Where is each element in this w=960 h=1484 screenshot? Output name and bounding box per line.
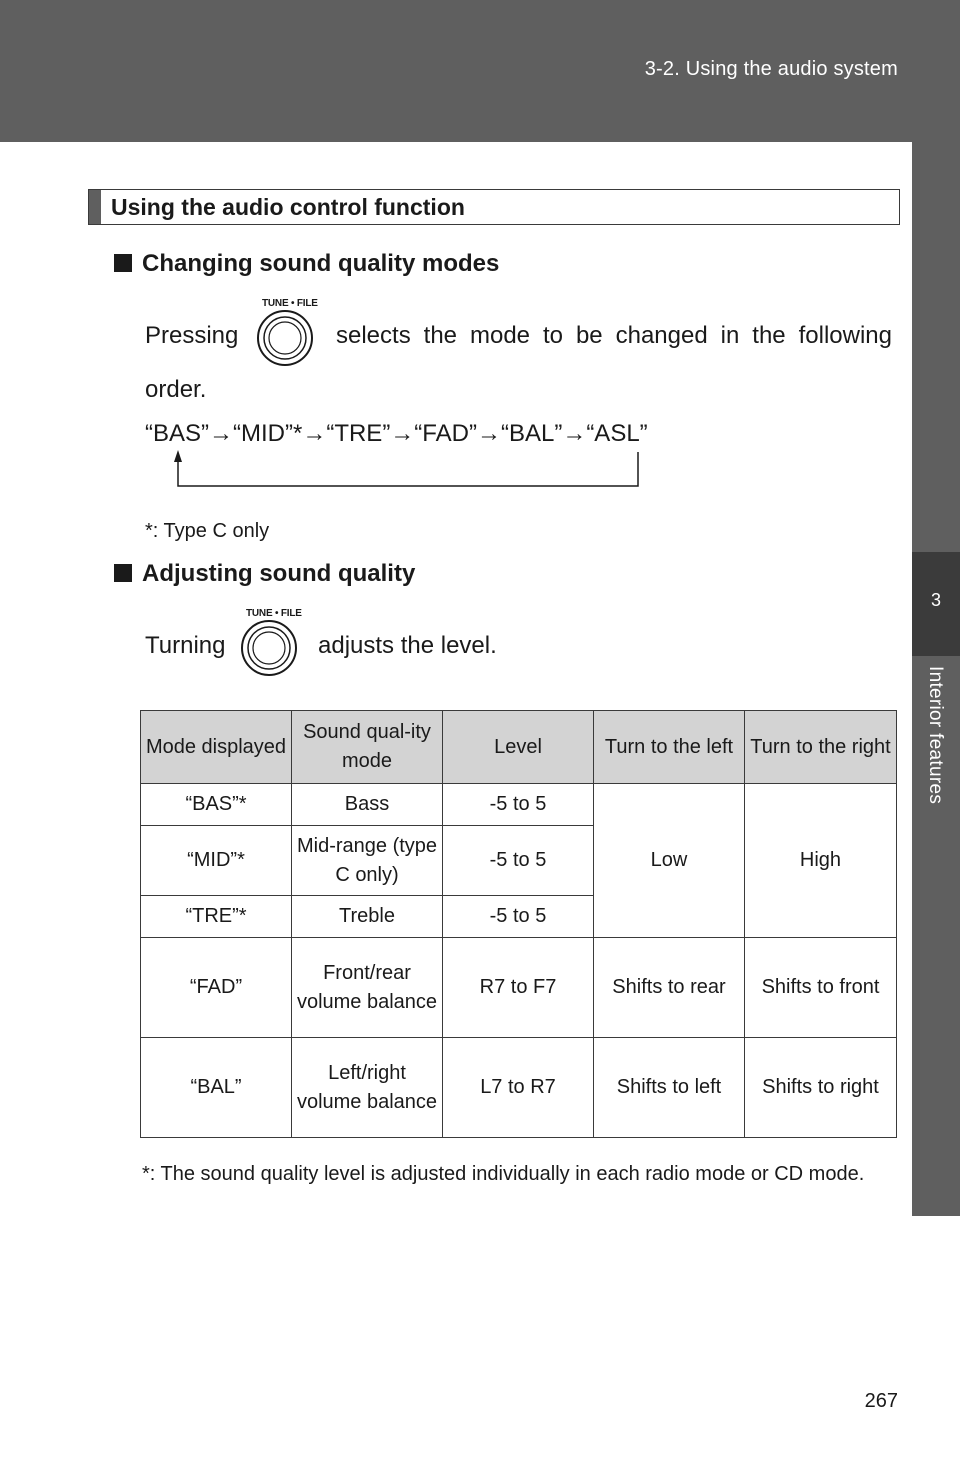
cell-level: -5 to 5 (443, 826, 594, 896)
table-row (141, 1038, 897, 1138)
header-title: 3-2. Using the audio system (644, 58, 898, 80)
cell-level: -5 to 5 (443, 784, 594, 826)
square-bullet-icon (114, 564, 132, 582)
chapter-label: Interior features (925, 666, 946, 805)
footnote: *: The sound quality level is adjusted individually in each radio mode or CD mode. (142, 1163, 865, 1185)
header-quality: Sound qual-ity mode (292, 711, 443, 784)
cell-right-high: High (745, 784, 897, 938)
cell-left-low: Low (594, 784, 745, 938)
subheading-changing: Changing sound quality modes (114, 250, 499, 278)
knob-label: TUNE • FILE (262, 298, 318, 309)
cell-quality: Bass (292, 784, 443, 826)
subheading-adjusting: Adjusting sound quality (114, 560, 415, 588)
section-title-bar (88, 189, 900, 225)
header-left: Turn to the left (594, 711, 745, 784)
tune-file-knob-icon (239, 618, 299, 678)
cell-right: Shifts to right (745, 1038, 897, 1138)
pressing-description-line2: order. (145, 376, 207, 403)
cell-level: -5 to 5 (443, 896, 594, 938)
knob-label: TUNE • FILE (246, 608, 302, 619)
sound-quality-table (140, 710, 897, 1138)
turning-description: adjusts the level. (318, 632, 497, 659)
cell-left: Shifts to left (594, 1038, 745, 1138)
turning-label: Turning (145, 632, 226, 659)
cell-mode: “MID”* (141, 826, 292, 896)
chapter-label-box (912, 656, 960, 1216)
page-header (0, 0, 960, 142)
pressing-description: selects the mode to be changed in the following (336, 322, 892, 349)
cell-right: Shifts to front (745, 938, 897, 1038)
table-row (141, 938, 897, 1038)
cell-quality: Mid-range (type C only) (292, 826, 443, 896)
mode-sequence: “BAS”→“MID”*→“TRE”→“FAD”→“BAL”→“ASL” (145, 420, 648, 447)
cell-mode: “TRE”* (141, 896, 292, 938)
side-bar-top (912, 142, 960, 552)
square-bullet-icon (114, 254, 132, 272)
tune-file-knob-icon (255, 308, 315, 368)
cell-quality: Left/right volume balance (292, 1038, 443, 1138)
header-mode: Mode displayed (141, 711, 292, 784)
cell-left: Shifts to rear (594, 938, 745, 1038)
cell-level: L7 to R7 (443, 1038, 594, 1138)
pressing-label: Pressing (145, 322, 239, 349)
header-level: Level (443, 711, 594, 784)
header-right: Turn to the right (745, 711, 897, 784)
cell-mode: “FAD” (141, 938, 292, 1038)
cell-quality: Front/rear volume balance (292, 938, 443, 1038)
chapter-tab (912, 552, 960, 656)
cell-mode: “BAS”* (141, 784, 292, 826)
section-title: Using the audio control function (111, 194, 465, 220)
sequence-return-arrow-icon (168, 450, 648, 490)
cell-mode: “BAL” (141, 1038, 292, 1138)
cell-level: R7 to F7 (443, 938, 594, 1038)
page-number: 267 (864, 1390, 898, 1412)
table-header-row (141, 711, 897, 784)
table-row (141, 784, 897, 826)
type-c-note: *: Type C only (145, 520, 270, 542)
cell-quality: Treble (292, 896, 443, 938)
chapter-number: 3 (930, 590, 941, 610)
